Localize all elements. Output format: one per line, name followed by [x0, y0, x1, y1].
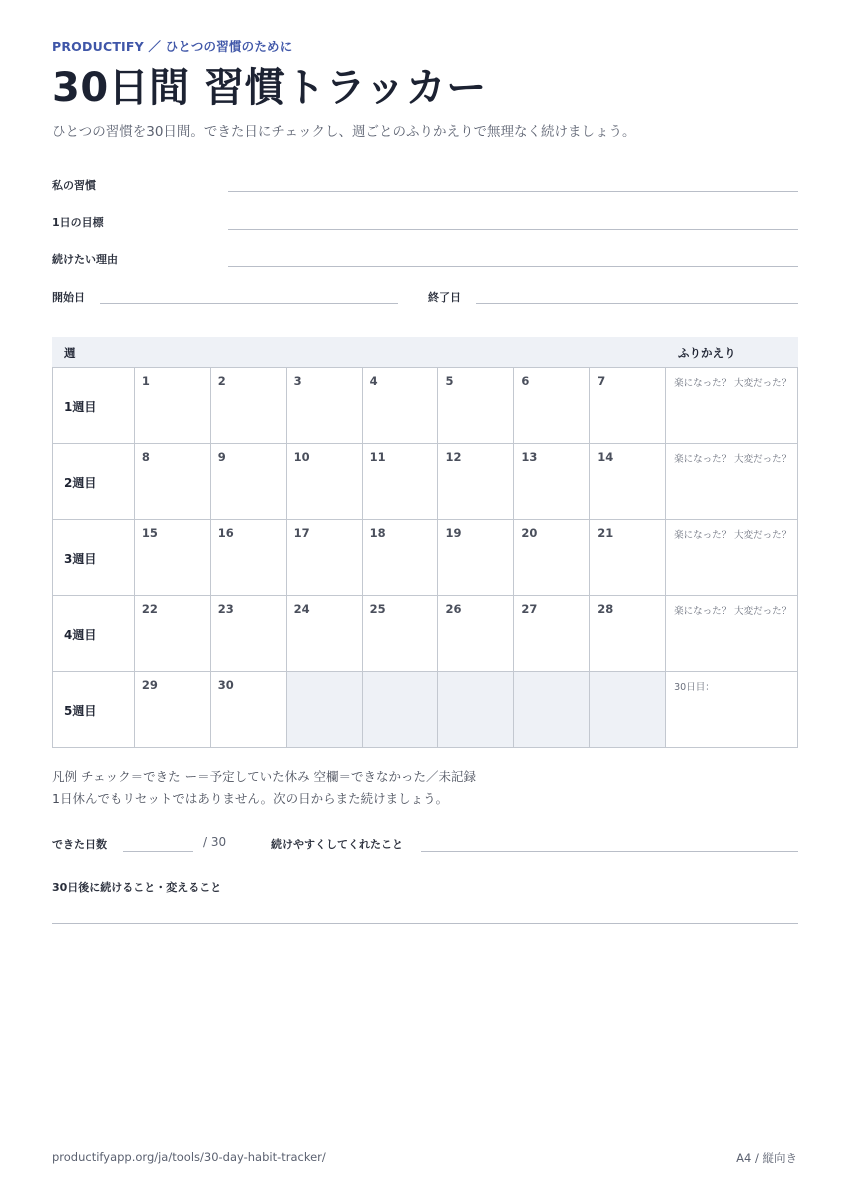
- day-number: 10: [293, 450, 310, 464]
- done-days-label: できた日数: [52, 838, 107, 851]
- tracker-header: [52, 337, 798, 367]
- day-number: 1: [141, 374, 150, 388]
- day-number: 16: [217, 526, 234, 540]
- day-number: 11: [369, 450, 386, 464]
- day-number: 7: [597, 374, 606, 388]
- day-cell[interactable]: [135, 672, 211, 748]
- daily-goal-label: 1日の目標: [52, 216, 104, 229]
- day-cell[interactable]: [514, 520, 590, 596]
- day-cell[interactable]: [363, 520, 439, 596]
- after-label: 30日後に続けること・変えること: [52, 881, 222, 894]
- day-number: 12: [445, 450, 462, 464]
- day-number: 8: [141, 450, 150, 464]
- day-cell[interactable]: [363, 368, 439, 444]
- week-label: 3週目: [64, 552, 97, 566]
- brand-label: PRODUCTIFY ／ ひとつの習慣のために: [52, 39, 293, 54]
- day-number: 5: [445, 374, 454, 388]
- done-days-total: / 30: [203, 835, 227, 849]
- page-title: 30日間 習慣トラッカー: [52, 65, 487, 111]
- day-cell[interactable]: [287, 520, 363, 596]
- day-number: 17: [293, 526, 310, 540]
- day-cell[interactable]: [211, 520, 287, 596]
- day-number: 3: [293, 374, 302, 388]
- day-number: 24: [293, 602, 310, 616]
- day-number: 9: [217, 450, 226, 464]
- day-number: 30: [217, 678, 234, 692]
- day-number: 25: [369, 602, 386, 616]
- day-cell[interactable]: [438, 596, 514, 672]
- unused-day-cell: [363, 672, 439, 748]
- day-cell[interactable]: [135, 596, 211, 672]
- unused-day-cell: [514, 672, 590, 748]
- day-cell[interactable]: [363, 596, 439, 672]
- day-number: 18: [369, 526, 386, 540]
- footer-format: A4 / 縦向き: [736, 1151, 797, 1165]
- reflection-prompt: 楽になった？ 大変だった？: [674, 606, 792, 617]
- week-row: [53, 672, 798, 748]
- reflection-column-header: ふりかえり: [678, 346, 736, 360]
- reason-field[interactable]: [228, 266, 798, 267]
- day-cell[interactable]: [590, 368, 666, 444]
- habit-field[interactable]: [228, 191, 798, 192]
- reason-label: 続けたい理由: [52, 253, 118, 266]
- reflection-cell[interactable]: [666, 520, 798, 596]
- week-label: 2週目: [64, 476, 97, 490]
- day-cell[interactable]: [287, 596, 363, 672]
- week-row: [53, 368, 798, 444]
- day-number: 28: [597, 602, 614, 616]
- day-number: 20: [521, 526, 538, 540]
- done-days-field[interactable]: [123, 851, 193, 852]
- habit-label: 私の習慣: [52, 179, 96, 192]
- unused-day-cell: [287, 672, 363, 748]
- day-number: 21: [597, 526, 614, 540]
- end-date-label: 終了日: [428, 291, 461, 304]
- daily-goal-field[interactable]: [228, 229, 798, 230]
- day-number: 15: [141, 526, 158, 540]
- week-column-header: 週: [64, 346, 76, 360]
- week-label-cell: [53, 368, 135, 444]
- day-number: 22: [141, 602, 158, 616]
- day-cell[interactable]: [135, 444, 211, 520]
- legend-line: 凡例 チェック＝できた ー＝予定していた休み 空欄＝できなかった／未記録: [52, 769, 477, 784]
- day-cell[interactable]: [514, 444, 590, 520]
- day-number: 27: [521, 602, 538, 616]
- week-label-cell: [53, 520, 135, 596]
- day-cell[interactable]: [514, 596, 590, 672]
- reflection-cell[interactable]: [666, 368, 798, 444]
- day-cell[interactable]: [590, 444, 666, 520]
- reflection-prompt: 楽になった？ 大変だった？: [674, 454, 792, 465]
- week-label-cell: [53, 596, 135, 672]
- day-number: 29: [141, 678, 158, 692]
- week-label: 5週目: [64, 704, 97, 718]
- day-number: 6: [521, 374, 530, 388]
- after-field[interactable]: [52, 923, 798, 924]
- unused-day-cell: [590, 672, 666, 748]
- day-cell[interactable]: [438, 444, 514, 520]
- week-label: 1週目: [64, 400, 97, 414]
- day-number: 4: [369, 374, 378, 388]
- reflection-prompt: 楽になった？ 大変だった？: [674, 530, 792, 541]
- day-cell[interactable]: [135, 520, 211, 596]
- day-cell[interactable]: [590, 520, 666, 596]
- week-row: [53, 596, 798, 672]
- footer-url: productifyapp.org/ja/tools/30-day-habit-tracker/: [52, 1150, 326, 1164]
- week-row: [53, 520, 798, 596]
- page-subtitle: ひとつの習慣を30日間。できた日にチェックし、週ごとのふりかえりで無理なく続けましょう。: [52, 124, 636, 140]
- day-number: 13: [521, 450, 538, 464]
- day-cell[interactable]: [287, 444, 363, 520]
- day-cell[interactable]: [135, 368, 211, 444]
- reflection-cell[interactable]: [666, 596, 798, 672]
- legend-note: 1日休んでもリセットではありません。次の日からまた続けましょう。: [52, 791, 449, 806]
- day-cell[interactable]: [287, 368, 363, 444]
- reflection-prompt: 楽になった？ 大変だった？: [674, 378, 792, 389]
- day-cell[interactable]: [438, 368, 514, 444]
- day-cell[interactable]: [590, 596, 666, 672]
- week-label-cell: [53, 444, 135, 520]
- day-cell[interactable]: [211, 368, 287, 444]
- reflection-prompt: 30日目：: [674, 682, 715, 693]
- week-label: 4週目: [64, 628, 97, 642]
- day-cell[interactable]: [211, 444, 287, 520]
- day-number: 23: [217, 602, 234, 616]
- helped-field[interactable]: [421, 851, 798, 852]
- legend: [52, 766, 476, 810]
- day-cell[interactable]: [211, 596, 287, 672]
- day-cell[interactable]: [363, 444, 439, 520]
- day-cell[interactable]: [514, 368, 590, 444]
- start-date-field[interactable]: [100, 303, 398, 304]
- tracker-grid: [52, 367, 798, 748]
- reflection-cell[interactable]: [666, 444, 798, 520]
- day-number: 14: [597, 450, 614, 464]
- unused-day-cell: [438, 672, 514, 748]
- week-row: [53, 444, 798, 520]
- end-date-field[interactable]: [476, 303, 798, 304]
- week-label-cell: [53, 672, 135, 748]
- day-cell[interactable]: [211, 672, 287, 748]
- day-number: 26: [445, 602, 462, 616]
- day-cell[interactable]: [438, 520, 514, 596]
- reflection-cell[interactable]: [666, 672, 798, 748]
- day-number: 2: [217, 374, 226, 388]
- start-date-label: 開始日: [52, 291, 85, 304]
- helped-label: 続けやすくしてくれたこと: [271, 838, 403, 851]
- day-number: 19: [445, 526, 462, 540]
